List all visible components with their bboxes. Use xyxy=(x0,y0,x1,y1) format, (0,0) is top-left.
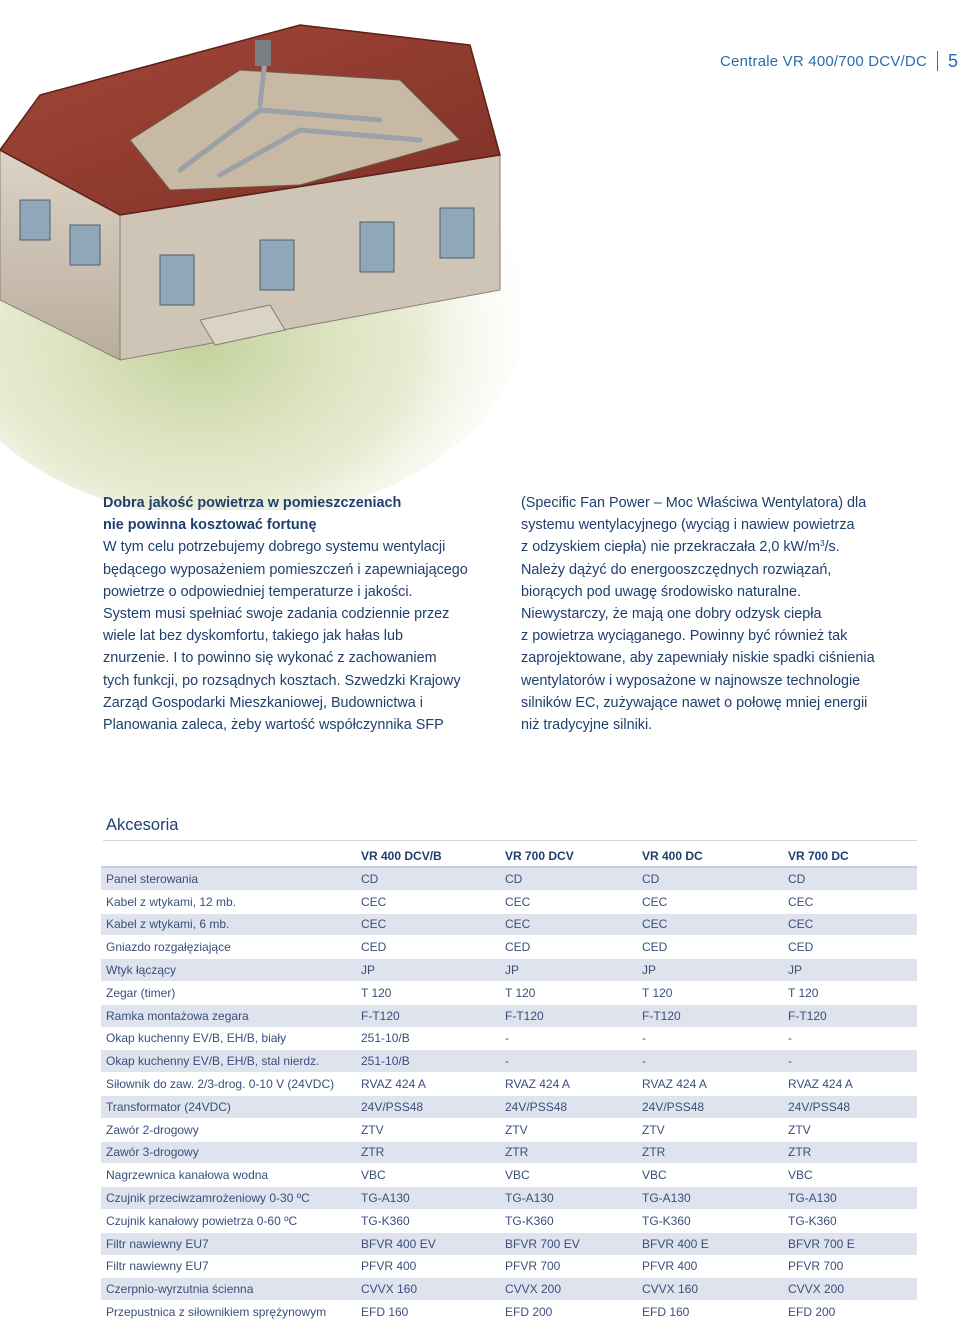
accessory-code-cell: CED xyxy=(637,936,783,959)
accessory-code-cell: BFVR 700 E xyxy=(783,1232,917,1255)
accessory-code-cell: RVAZ 424 A xyxy=(783,1073,917,1096)
accessory-code-cell: JP xyxy=(356,959,500,982)
accessory-name-cell: Okap kuchenny EV/B, EH/B, biały xyxy=(101,1027,356,1050)
text-line: biorących pod uwagę środowisko naturalne. xyxy=(521,583,801,600)
column-header: VR 400 DCV/B xyxy=(356,846,500,867)
accessory-code-cell: CD xyxy=(783,867,917,890)
accessory-code-cell: BFVR 700 EV xyxy=(500,1232,637,1255)
text-line: W tym celu potrzebujemy dobrego systemu wentylacji xyxy=(103,539,446,556)
accessory-code-cell: VBC xyxy=(783,1164,917,1187)
column-header xyxy=(101,846,356,867)
column-header: VR 400 DC xyxy=(637,846,783,867)
accessory-code-cell: F-T120 xyxy=(637,1004,783,1027)
accessory-code-cell: JP xyxy=(637,959,783,982)
accessory-code-cell: F-T120 xyxy=(783,1004,917,1027)
accessory-code-cell: CEC xyxy=(500,913,637,936)
table-row xyxy=(101,981,917,1004)
accessory-code-cell: CVVX 200 xyxy=(500,1278,637,1301)
accessory-code-cell: 24V/PSS48 xyxy=(500,1095,637,1118)
table-row xyxy=(101,867,917,890)
accessory-code-cell: ZTR xyxy=(356,1141,500,1164)
text-fragment: /s. xyxy=(824,539,840,556)
accessory-code-cell: VBC xyxy=(637,1164,783,1187)
accessory-code-cell: RVAZ 424 A xyxy=(356,1073,500,1096)
accessory-code-cell: EFD 160 xyxy=(637,1301,783,1324)
accessory-code-cell: ZTV xyxy=(637,1118,783,1141)
accessory-code-cell: CEC xyxy=(637,913,783,936)
accessory-code-cell: - xyxy=(783,1050,917,1073)
house-ventilation-illustration xyxy=(0,0,520,510)
accessory-code-cell: TG-K360 xyxy=(783,1209,917,1232)
intro-heading-line1: Dobra jakość powietrza w pomieszczeniach xyxy=(103,495,402,511)
accessory-code-cell: CEC xyxy=(783,890,917,913)
intro-heading-line2: nie powinna kosztować fortunę xyxy=(103,517,317,534)
table-row xyxy=(101,1027,917,1050)
text-line: silników EC, zużywające nawet o połowę mniej energii xyxy=(521,694,868,711)
accessory-code-cell: PFVR 700 xyxy=(783,1255,917,1278)
roof-vent xyxy=(255,40,271,66)
accessory-code-cell: CVVX 200 xyxy=(783,1278,917,1301)
header-divider xyxy=(937,51,938,71)
accessory-code-cell: PFVR 700 xyxy=(500,1255,637,1278)
accessory-name-cell: Kabel z wtykami, 6 mb. xyxy=(101,913,356,936)
text-line: wiele lat bez dyskomfortu, takiego jak hałas lub xyxy=(103,628,403,645)
accessory-code-cell: PFVR 400 xyxy=(356,1255,500,1278)
accessory-code-cell: F-T120 xyxy=(356,1004,500,1027)
accessories-table xyxy=(101,846,917,1324)
accessory-name-cell: Nagrzewnica kanałowa wodna xyxy=(101,1164,356,1187)
accessory-code-cell: - xyxy=(783,1027,917,1050)
text-line: z powietrza wyciąganego. Powinny być również tak xyxy=(521,628,848,645)
accessory-code-cell: CEC xyxy=(356,913,500,936)
text-line: tych funkcji, po rozsądnych kosztach. Szwedzki Krajowy xyxy=(103,672,461,689)
accessories-title: Akcesoria xyxy=(106,816,179,834)
accessory-code-cell: TG-A130 xyxy=(637,1187,783,1210)
accessory-code-cell: TG-A130 xyxy=(356,1187,500,1210)
accessory-name-cell: Wtyk łączący xyxy=(101,959,356,982)
accessory-code-cell: F-T120 xyxy=(500,1004,637,1027)
text-line: (Specific Fan Power – Moc Właściwa Wentylatora) dla xyxy=(521,495,867,511)
table-row xyxy=(101,1164,917,1187)
accessory-code-cell: BFVR 400 EV xyxy=(356,1232,500,1255)
table-row xyxy=(101,913,917,936)
accessory-code-cell: JP xyxy=(500,959,637,982)
accessory-code-cell: ZTR xyxy=(637,1141,783,1164)
accessory-name-cell: Filtr nawiewny EU7 xyxy=(101,1255,356,1278)
text-line: Zarząd Gospodarki Mieszkaniowej, Budownictwa i xyxy=(103,694,423,711)
table-row xyxy=(101,890,917,913)
accessory-code-cell: T 120 xyxy=(783,981,917,1004)
accessory-code-cell: ZTR xyxy=(783,1141,917,1164)
accessory-name-cell: Przepustnica z siłownikiem sprężynowym xyxy=(101,1301,356,1324)
accessory-code-cell: RVAZ 424 A xyxy=(500,1073,637,1096)
accessory-code-cell: - xyxy=(637,1027,783,1050)
accessory-name-cell: Czujnik przeciwzamrożeniowy 0-30 ºC xyxy=(101,1187,356,1210)
table-row xyxy=(101,959,917,982)
accessory-code-cell: CEC xyxy=(637,890,783,913)
accessory-code-cell: JP xyxy=(783,959,917,982)
column-header: VR 700 DC xyxy=(783,846,917,867)
accessory-name-cell: Filtr nawiewny EU7 xyxy=(101,1232,356,1255)
accessory-code-cell: PFVR 400 xyxy=(637,1255,783,1278)
accessory-code-cell: - xyxy=(500,1027,637,1050)
accessory-name-cell: Siłownik do zaw. 2/3-drog. 0-10 V (24VDC) xyxy=(101,1073,356,1096)
accessory-code-cell: 24V/PSS48 xyxy=(637,1095,783,1118)
table-row xyxy=(101,1209,917,1232)
table-row xyxy=(101,1118,917,1141)
accessory-code-cell: CD xyxy=(637,867,783,890)
table-row xyxy=(101,1232,917,1255)
accessory-code-cell: VBC xyxy=(500,1164,637,1187)
superscript: 3 xyxy=(820,539,825,549)
page-header xyxy=(720,48,960,74)
accessory-code-cell: TG-A130 xyxy=(500,1187,637,1210)
table-body xyxy=(101,867,917,1323)
accessory-code-cell: EFD 200 xyxy=(500,1301,637,1324)
text-line-with-unit xyxy=(521,536,916,558)
text-line: zaprojektowane, aby zapewniały niskie spadki ciśnienia xyxy=(521,650,875,667)
column-header: VR 700 DCV xyxy=(500,846,637,867)
table-row xyxy=(101,1141,917,1164)
intro-right-column xyxy=(521,492,916,736)
accessory-code-cell: CEC xyxy=(356,890,500,913)
intro-left-column xyxy=(103,492,503,736)
text-line: wentylatorów i wyposażone w najnowsze technologie xyxy=(521,672,861,689)
table-row xyxy=(101,1187,917,1210)
accessory-code-cell: - xyxy=(500,1050,637,1073)
accessory-name-cell: Panel sterowania xyxy=(101,867,356,890)
accessory-code-cell: CD xyxy=(500,867,637,890)
accessory-code-cell: TG-K360 xyxy=(500,1209,637,1232)
accessory-code-cell: CVVX 160 xyxy=(637,1278,783,1301)
table-row xyxy=(101,1255,917,1278)
accessory-code-cell: RVAZ 424 A xyxy=(637,1073,783,1096)
text-line: systemu wentylacyjnego (wyciąg i nawiew powietrza xyxy=(521,517,855,534)
text-line: System musi spełniać swoje zadania codziennie przez xyxy=(103,606,450,623)
text-line: niż tradycyjne silniki. xyxy=(521,717,653,734)
accessory-code-cell: TG-K360 xyxy=(637,1209,783,1232)
text-line: powietrze o odpowiedniej temperaturze i jakości. xyxy=(103,583,413,600)
accessory-code-cell: CED xyxy=(783,936,917,959)
accessory-code-cell: 24V/PSS48 xyxy=(783,1095,917,1118)
accessory-code-cell: VBC xyxy=(356,1164,500,1187)
accessory-code-cell: CEC xyxy=(500,890,637,913)
accessory-name-cell: Zawór 2-drogowy xyxy=(101,1118,356,1141)
accessory-name-cell: Zegar (timer) xyxy=(101,981,356,1004)
accessory-code-cell: - xyxy=(637,1050,783,1073)
accessory-code-cell: 251-10/B xyxy=(356,1027,500,1050)
accessory-code-cell: 24V/PSS48 xyxy=(356,1095,500,1118)
accessory-code-cell: T 120 xyxy=(500,981,637,1004)
accessory-code-cell: BFVR 400 E xyxy=(637,1232,783,1255)
accessory-name-cell: Okap kuchenny EV/B, EH/B, stal nierdz. xyxy=(101,1050,356,1073)
accessory-name-cell: Czerpnio-wyrzutnia ścienna xyxy=(101,1278,356,1301)
accessory-code-cell: ZTR xyxy=(500,1141,637,1164)
accessory-code-cell: EFD 200 xyxy=(783,1301,917,1324)
accessory-code-cell: CEC xyxy=(783,913,917,936)
table-row xyxy=(101,1278,917,1301)
table-header-row xyxy=(101,846,917,867)
accessory-code-cell: ZTV xyxy=(783,1118,917,1141)
page-number: 5 xyxy=(947,50,958,71)
accessory-code-cell: 251-10/B xyxy=(356,1050,500,1073)
table-row xyxy=(101,1301,917,1324)
accessory-code-cell: CVVX 160 xyxy=(356,1278,500,1301)
accessory-code-cell: ZTV xyxy=(500,1118,637,1141)
text-fragment: z odzyskiem ciepła) nie przekraczała 2,0 kW/m xyxy=(521,539,821,556)
text-line: znurzenie. I to powinno się wykonać z zachowaniem xyxy=(103,650,437,667)
text-line: będącego wyposażeniem pomieszczeń i zapewniającego xyxy=(103,561,468,578)
text-line: Planowania zaleca, żeby wartość współczynnika SFP xyxy=(103,717,444,734)
table-row xyxy=(101,1004,917,1027)
table-row xyxy=(101,936,917,959)
accessory-name-cell: Kabel z wtykami, 12 mb. xyxy=(101,890,356,913)
table-row xyxy=(101,1073,917,1096)
accessory-name-cell: Ramka montażowa zegara xyxy=(101,1004,356,1027)
accessory-code-cell: TG-K360 xyxy=(356,1209,500,1232)
text-line: Należy dążyć do energooszczędnych rozwiązań, xyxy=(521,561,832,578)
accessory-code-cell: T 120 xyxy=(356,981,500,1004)
accessory-name-cell: Transformator (24VDC) xyxy=(101,1095,356,1118)
accessory-name-cell: Gniazdo rozgałęziające xyxy=(101,936,356,959)
table-row xyxy=(101,1050,917,1073)
accessory-code-cell: ZTV xyxy=(356,1118,500,1141)
accessory-code-cell: TG-A130 xyxy=(783,1187,917,1210)
accessory-name-cell: Czujnik kanałowy powietrza 0-60 ºC xyxy=(101,1209,356,1232)
accessory-code-cell: CD xyxy=(356,867,500,890)
text-line: Niewystarczy, że mają one dobry odzysk ciepła xyxy=(521,606,822,623)
accessory-code-cell: EFD 160 xyxy=(356,1301,500,1324)
document-title: Centrale VR 400/700 DCV/DC xyxy=(720,52,927,70)
accessory-name-cell: Zawór 3-drogowy xyxy=(101,1141,356,1164)
accessory-code-cell: T 120 xyxy=(637,981,783,1004)
accessories-divider xyxy=(103,840,917,841)
table-row xyxy=(101,1095,917,1118)
accessory-code-cell: CED xyxy=(356,936,500,959)
accessory-code-cell: CED xyxy=(500,936,637,959)
